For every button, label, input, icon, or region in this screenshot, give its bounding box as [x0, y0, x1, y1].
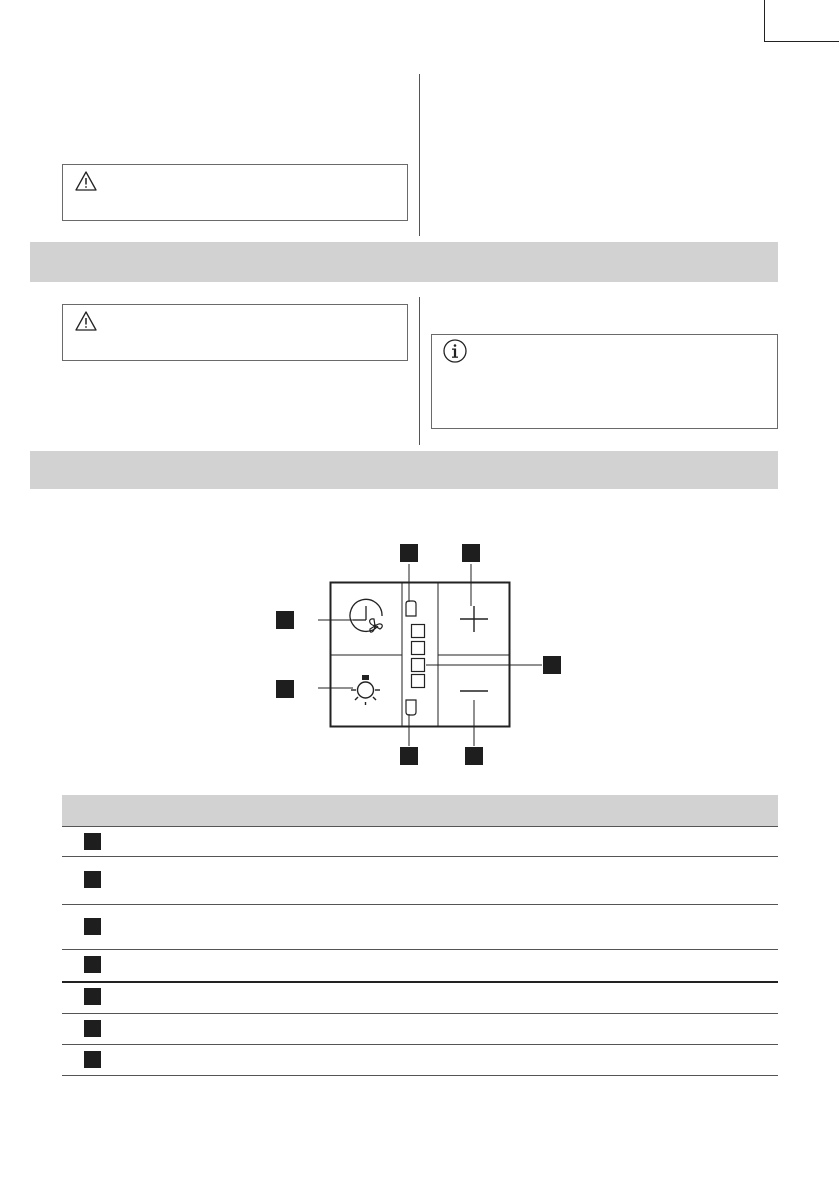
table-divider	[62, 1044, 778, 1045]
warning-box-1	[62, 164, 408, 221]
table-row-marker-7	[84, 1051, 101, 1068]
table-divider	[62, 826, 778, 827]
table-row-marker-2	[84, 871, 101, 888]
table-row-marker-6	[84, 1020, 101, 1037]
info-box	[431, 334, 778, 429]
timer-fan-icon	[350, 599, 382, 632]
light-bulb-icon	[351, 675, 380, 705]
table-row-marker-5	[84, 988, 101, 1005]
level-indicator-1	[412, 625, 425, 638]
column-divider-middle	[419, 297, 420, 445]
crop-mark-vertical	[764, 0, 765, 42]
table-divider	[62, 949, 778, 950]
column-divider-top	[419, 74, 420, 236]
callout-marker-left-lower	[276, 680, 294, 698]
callout-marker-bottom-left	[400, 747, 418, 765]
table-row-marker-4	[84, 956, 101, 973]
table-divider	[62, 904, 778, 905]
callout-marker-top-left	[400, 544, 418, 562]
callout-marker-right	[543, 656, 561, 674]
control-panel-diagram	[270, 540, 570, 772]
level-indicator-4	[412, 675, 425, 688]
table-header	[62, 795, 778, 826]
section-heading-band-1	[30, 242, 778, 282]
level-indicator-3	[412, 659, 425, 672]
table-divider	[62, 1013, 778, 1014]
crop-mark-horizontal	[764, 41, 839, 42]
table-row-marker-3	[84, 918, 101, 935]
table-divider	[62, 981, 778, 983]
warning-triangle-icon	[74, 170, 98, 192]
info-icon	[442, 338, 468, 364]
callout-marker-top-right	[462, 544, 480, 562]
warning-box-2	[62, 304, 408, 361]
section-heading-band-2	[30, 451, 778, 489]
level-indicator-2	[412, 642, 425, 655]
callout-marker-bottom-right	[465, 747, 483, 765]
plus-icon	[460, 606, 488, 632]
table-row-marker-1	[84, 833, 101, 850]
indicator-light-top	[406, 601, 416, 616]
warning-triangle-icon	[74, 310, 98, 332]
table-divider	[62, 856, 778, 857]
indicator-light-bottom	[406, 700, 416, 715]
callout-marker-left-upper	[276, 611, 294, 629]
table-divider	[62, 1075, 778, 1076]
